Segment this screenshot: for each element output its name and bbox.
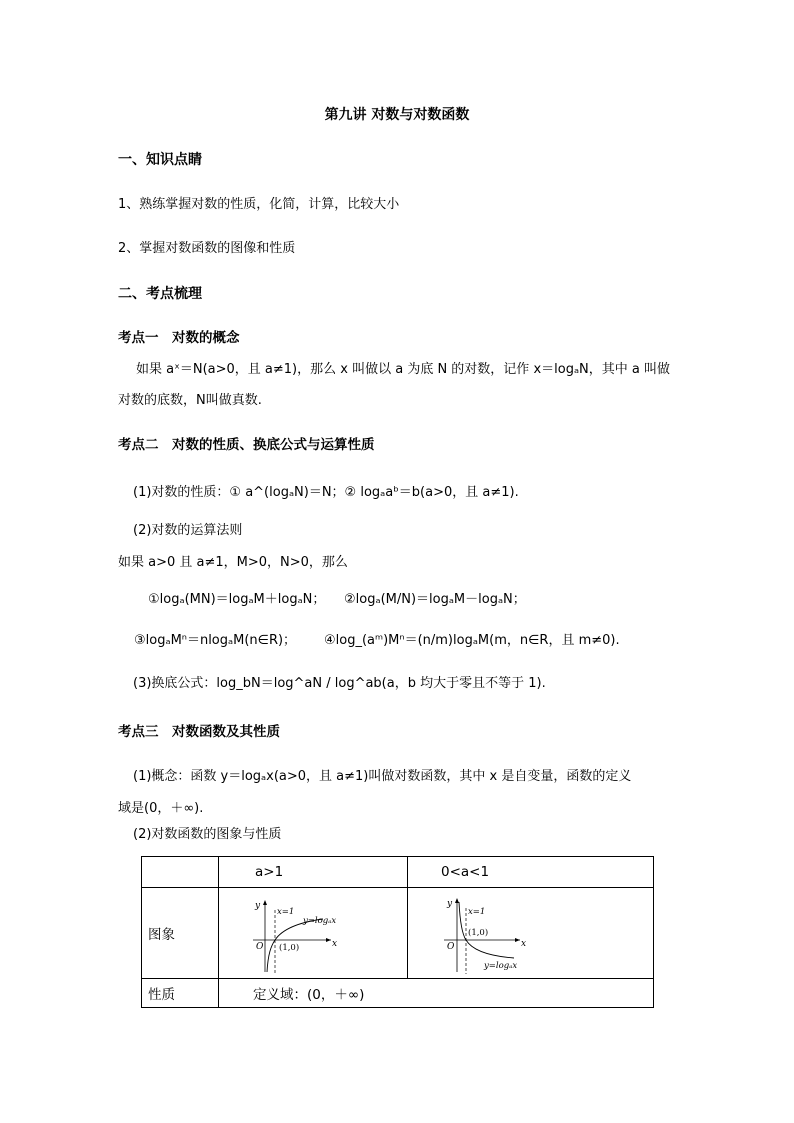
- y-axis-label: y: [255, 901, 261, 911]
- kp3-heading: 考点三 对数函数及其性质: [118, 724, 280, 740]
- kp3-concept-line1: (1)概念：函数 y＝logₐx(a>0，且 a≠1)叫做对数函数，其中 x 是自变量，函数的定义: [133, 769, 632, 784]
- kp3-concept-line2: 域是(0，＋∞).: [118, 801, 204, 816]
- y-axis-arrow-icon: [455, 898, 459, 903]
- curve-label: y=logₐx: [484, 961, 518, 971]
- point-label: (1,0): [279, 943, 300, 953]
- section1-heading: 一、知识点睛: [118, 152, 202, 168]
- x-axis-arrow-icon: [326, 938, 331, 942]
- knowledge-item-1: 1、熟练掌握对数的性质，化简，计算，比较大小: [118, 197, 400, 212]
- kp2-rule-3: ③logₐMⁿ＝nlogₐM(n∈R)；: [134, 633, 297, 648]
- y-axis-arrow-icon: [263, 900, 267, 905]
- origin-label: O: [256, 942, 264, 952]
- knowledge-item-2: 2、掌握对数函数的图像和性质: [118, 241, 296, 256]
- kp2-condition: 如果 a>0 且 a≠1，M>0，N>0，那么: [118, 555, 348, 570]
- kp2-rule-2: ②logₐ(M/N)＝logₐM－logₐN；: [344, 592, 526, 607]
- log-graph-a-lt-1: [408, 888, 653, 974]
- log-function-table: [141, 856, 654, 1008]
- kp3-graph-title: (2)对数函数的图象与性质: [133, 827, 282, 842]
- x1-label: x=1: [277, 907, 295, 917]
- kp2-change-base: (3)换底公式：log_bN＝log^aN / log^ab(a，b 均大于零且不等于 1).: [133, 676, 546, 691]
- graph-cell-a-lt-1: [408, 888, 654, 979]
- kp2-rule-4: ④log_(aᵐ)Mⁿ＝(n/m)logₐM(m，n∈R，且 m≠0).: [324, 633, 620, 648]
- x1-label: x=1: [468, 907, 486, 917]
- kp2-heading: 考点二 对数的性质、换底公式与运算性质: [118, 437, 375, 453]
- x-axis-label: x: [332, 939, 338, 949]
- table-row-graph-label: 图象: [142, 888, 219, 979]
- origin-label: O: [447, 942, 455, 952]
- kp1-line1: 如果 aˣ＝N(a>0，且 a≠1)，那么 x 叫做以 a 为底 N 的对数，记作 x＝logₐN，其中 a 叫做: [136, 362, 670, 377]
- curve-label: y=logₐx: [303, 916, 337, 926]
- graph-cell-a-gt-1: [219, 888, 408, 979]
- section2-heading: 二、考点梳理: [118, 286, 202, 302]
- kp1-line2: 对数的底数，N叫做真数.: [118, 393, 262, 408]
- table-domain-cell: 定义域：(0，＋∞): [219, 979, 654, 1008]
- table-header-a-gt-1: a>1: [219, 857, 408, 888]
- table-header-empty: [142, 857, 219, 888]
- table-header-a-lt-1: 0<a<1: [408, 857, 654, 888]
- kp2-rule-1: ①logₐ(MN)＝logₐM＋logₐN；: [148, 592, 326, 607]
- kp1-heading: 考点一 对数的概念: [118, 330, 240, 346]
- page-title: 第九讲 对数与对数函数: [324, 107, 470, 123]
- table-row-property-label: 性质: [142, 979, 219, 1008]
- kp2-property-1: (1)对数的性质：① a^(logₐN)＝N；② logₐaᵇ＝b(a>0，且 a≠1).: [133, 485, 519, 500]
- x-axis-arrow-icon: [515, 938, 520, 942]
- x-axis-label: x: [521, 939, 527, 949]
- y-axis-label: y: [447, 899, 453, 909]
- log-graph-a-gt-1: [219, 888, 407, 974]
- kp2-rules-title: (2)对数的运算法则: [133, 523, 243, 538]
- point-label: (1,0): [468, 928, 489, 938]
